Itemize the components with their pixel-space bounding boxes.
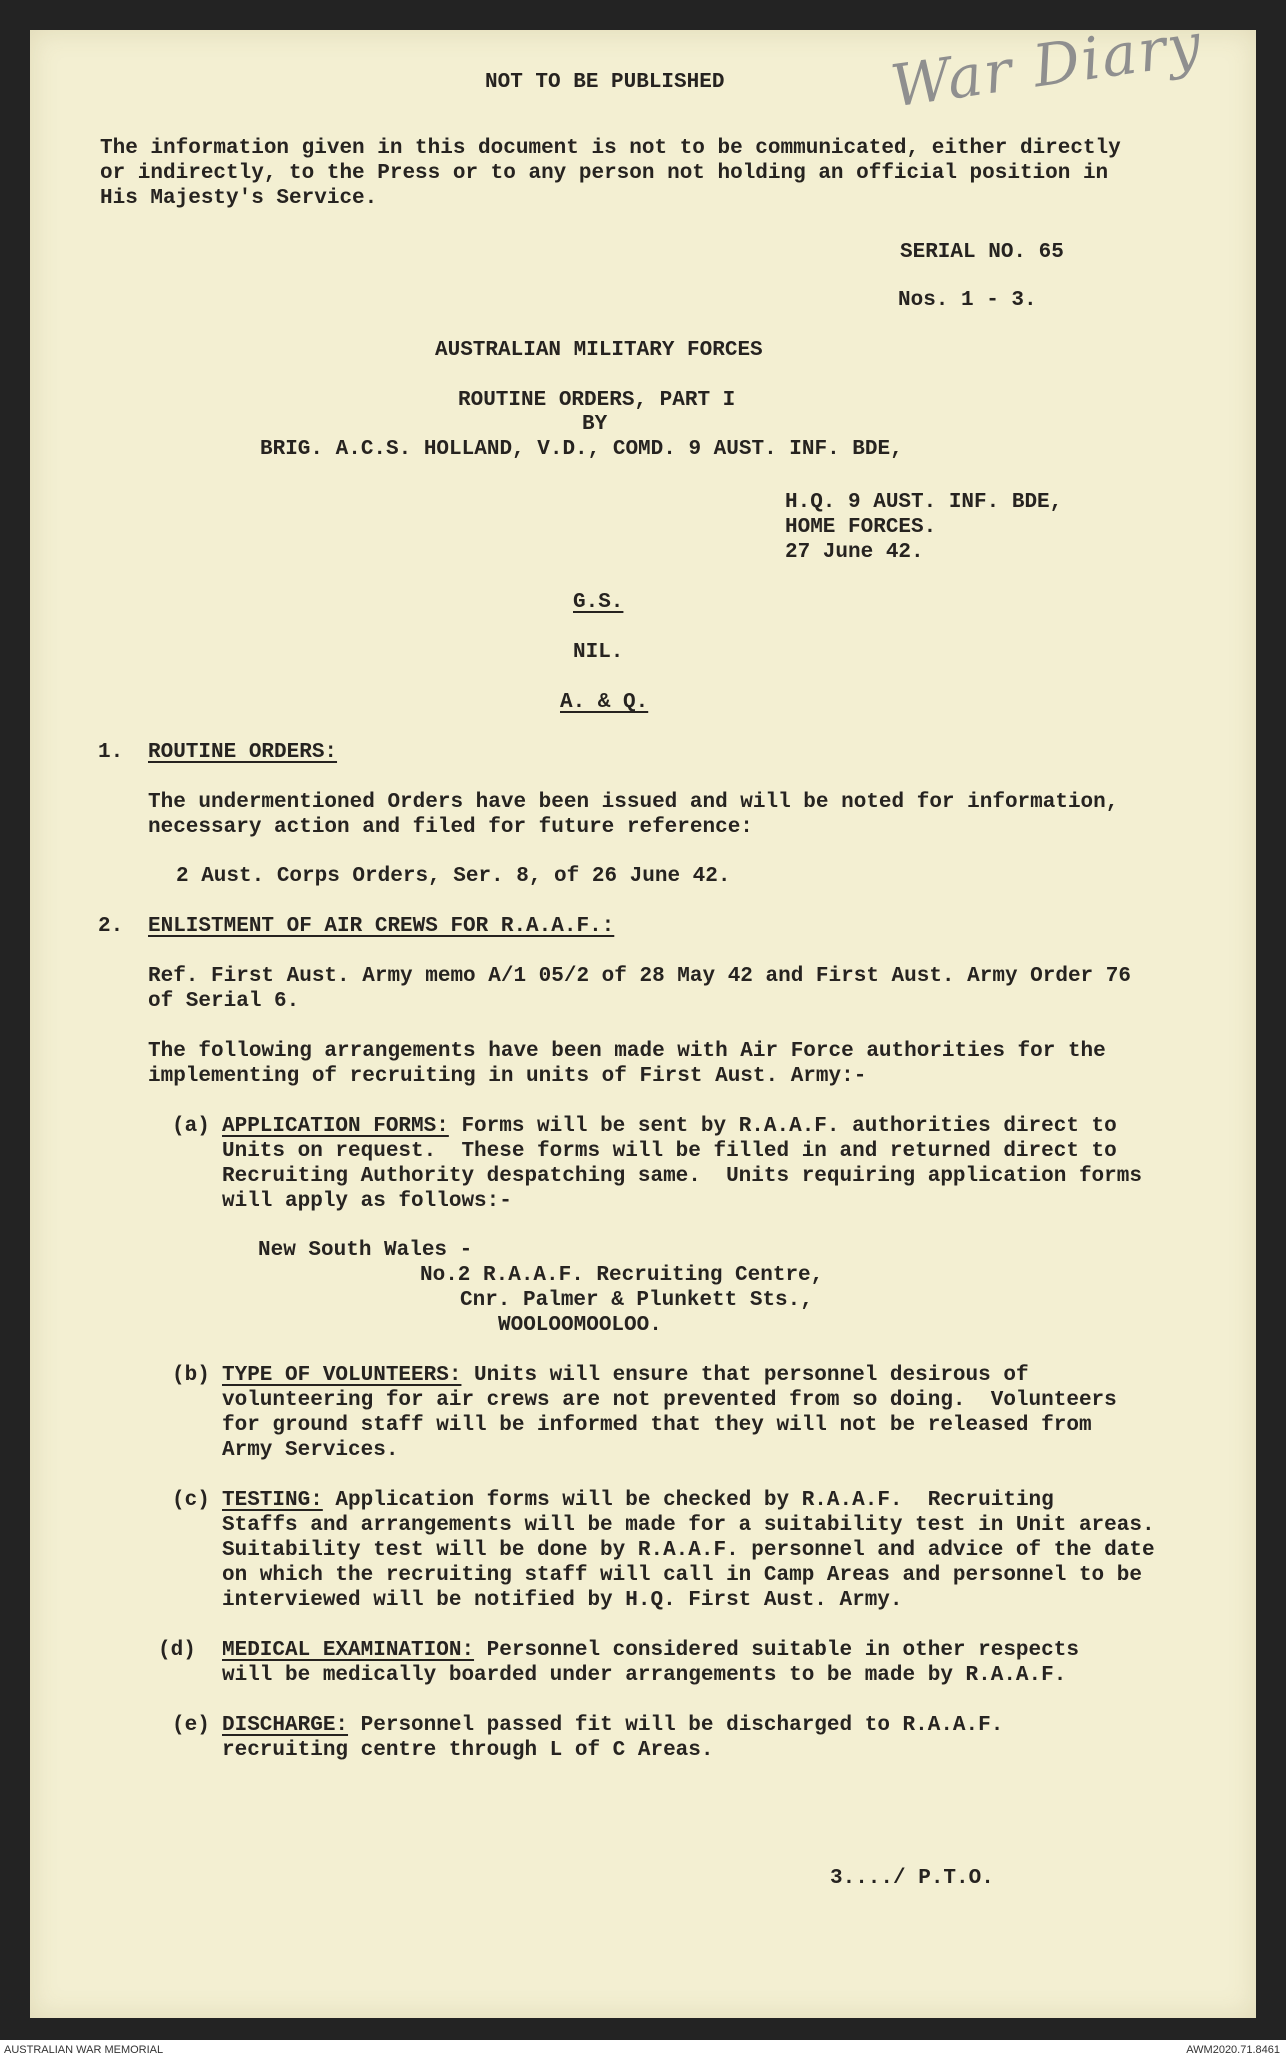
para-d-first-text: Personnel considered suitable in other respects — [474, 1639, 1079, 1662]
section-gs: G.S. — [573, 591, 624, 614]
para-d-heading: MEDICAL EXAMINATION: — [222, 1639, 475, 1662]
para-c-line-2: Staffs and arrangements will be made for a suitability test in Unit areas. — [222, 1514, 1155, 1537]
by-line: BY — [582, 413, 608, 436]
section-aq: A. & Q. — [560, 691, 649, 714]
para-b-line-4: Army Services. — [222, 1439, 399, 1462]
item-2-number: 2. — [98, 915, 124, 938]
archive-reference: AWM2020.71.8461 — [1186, 2044, 1280, 2056]
item-1-reference: 2 Aust. Corps Orders, Ser. 8, of 26 June 42. — [176, 865, 731, 888]
para-e-first-line — [222, 1713, 1003, 1739]
para-c-heading: TESTING: — [222, 1489, 323, 1512]
orders-title: ROUTINE ORDERS, PART I — [458, 389, 736, 412]
para-c-first-text: Application forms will be checked by R.A.A.F. Recruiting — [322, 1489, 1054, 1512]
item-2-ref-line-2: of Serial 6. — [148, 990, 300, 1013]
para-a-first-line — [222, 1114, 1117, 1140]
address-line-2: HOME FORCES. — [785, 516, 937, 539]
nsw-street: Cnr. Palmer & Plunkett Sts., — [460, 1289, 813, 1312]
serial-number: SERIAL NO. 65 — [900, 241, 1064, 264]
para-c-label: (c) — [172, 1489, 210, 1512]
para-e-label: (e) — [172, 1714, 210, 1737]
notice-line-3: His Majesty's Service. — [100, 187, 378, 210]
para-e-heading: DISCHARGE: — [222, 1714, 349, 1737]
item-1-number: 1. — [98, 741, 124, 764]
nsw-state: New South Wales - — [258, 1239, 473, 1262]
force-title: AUSTRALIAN MILITARY FORCES — [435, 339, 763, 362]
para-b-heading: TYPE OF VOLUNTEERS: — [222, 1364, 462, 1387]
para-d-line-2: will be medically boarded under arrangements to be made by R.A.A.F. — [222, 1664, 1067, 1687]
para-c-first-line — [222, 1488, 1054, 1514]
item-2-heading: ENLISTMENT OF AIR CREWS FOR R.A.A.F.: — [148, 915, 615, 938]
para-c-line-3: Suitability test will be done by R.A.A.F. personnel and advice of the date — [222, 1539, 1155, 1562]
para-a-line-2: Units on request. These forms will be filled in and returned direct to — [222, 1140, 1117, 1163]
item-1-body-line-1: The undermentioned Orders have been issued and will be noted for information, — [148, 791, 1119, 814]
address-date: 27 June 42. — [785, 541, 924, 564]
para-b-line-3: for ground staff will be informed that they will not be released from — [222, 1414, 1092, 1437]
para-a-first-text: Forms will be sent by R.A.A.F. authorities direct to — [448, 1115, 1117, 1138]
item-2-ref-line-1: Ref. First Aust. Army memo A/1 05/2 of 28 May 42 and First Aust. Army Order 76 — [148, 965, 1131, 988]
item-1-body-line-2: necessary action and filed for future reference: — [148, 816, 753, 839]
nsw-suburb: WOOLOOMOOLOO. — [498, 1314, 662, 1337]
para-e-first-text: Personnel passed fit will be discharged to R.A.A.F. — [348, 1714, 1004, 1737]
document-page — [30, 9, 1256, 2018]
para-a-heading: APPLICATION FORMS: — [222, 1115, 449, 1138]
para-b-first-line — [222, 1363, 1029, 1389]
para-d-label: (d) — [158, 1639, 196, 1662]
item-2-intro-line-1: The following arrangements have been made with Air Force authorities for the — [148, 1040, 1106, 1063]
para-b-label: (b) — [172, 1364, 210, 1387]
section-gs-nil: NIL. — [573, 641, 624, 664]
para-d-first-line — [222, 1638, 1079, 1664]
item-1-heading: ROUTINE ORDERS: — [148, 741, 338, 764]
handwritten-note: War Diary — [886, 9, 1207, 121]
para-a-label: (a) — [172, 1115, 210, 1138]
para-a-line-4: will apply as follows:- — [222, 1190, 512, 1213]
address-line-1: H.Q. 9 AUST. INF. BDE, — [785, 491, 1063, 514]
nsw-centre: No.2 R.A.A.F. Recruiting Centre, — [420, 1264, 824, 1287]
notice-line-1: The information given in this document is not to be communicated, either directly — [100, 137, 1121, 160]
para-e-line-2: recruiting centre through L of C Areas. — [222, 1739, 714, 1762]
para-c-line-5: interviewed will be notified by H.Q. First Aust. Army. — [222, 1589, 903, 1612]
item-2-intro-line-2: implementing of recruiting in units of First Aust. Army:- — [148, 1065, 867, 1088]
para-a-line-3: Recruiting Authority despatching same. Units requiring application forms — [222, 1165, 1142, 1188]
archive-name: AUSTRALIAN WAR MEMORIAL — [4, 2044, 164, 2056]
commander-line: BRIG. A.C.S. HOLLAND, V.D., COMD. 9 AUST. INF. BDE, — [260, 438, 903, 461]
para-c-line-4: on which the recruiting staff will call in Camp Areas and personnel to be — [222, 1564, 1142, 1587]
para-b-line-2: volunteering for air crews are not prevented from so doing. Volunteers — [222, 1389, 1117, 1412]
restriction-heading: NOT TO BE PUBLISHED — [485, 71, 725, 94]
order-numbers: Nos. 1 - 3. — [898, 289, 1037, 312]
para-b-first-text: Units will ensure that personnel desirous of — [461, 1364, 1029, 1387]
archive-footer — [0, 2040, 1286, 2061]
page-turn-note: 3..../ P.T.O. — [830, 1867, 994, 1890]
notice-line-2: or indirectly, to the Press or to any person not holding an official position in — [100, 162, 1109, 185]
